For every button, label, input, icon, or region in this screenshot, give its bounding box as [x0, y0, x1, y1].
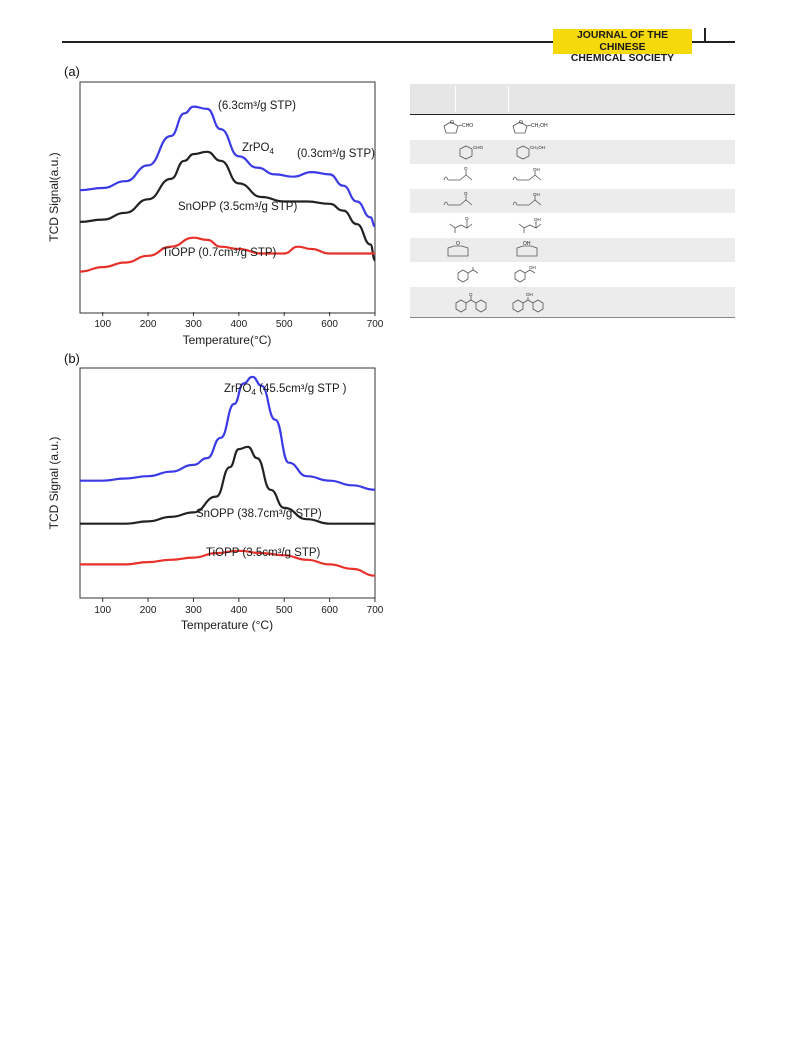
table-row	[410, 262, 735, 287]
x-tick-label: 600	[321, 605, 338, 616]
x-tick-label: 500	[275, 605, 293, 616]
annotation-zr: ZrPO$_4$ (45.5cm³/g STP )	[224, 383, 347, 397]
tcd-chart-a	[40, 80, 385, 350]
annotation-zr-name: ZrPO$_4$	[242, 142, 274, 156]
svg-text:OH: OH	[526, 291, 533, 297]
benzophenone-structure-icon	[452, 289, 497, 317]
benzhydrol-structure-icon	[509, 289, 554, 317]
series-lines	[80, 377, 375, 576]
svg-text:OH: OH	[533, 191, 540, 197]
x-axis-label: Temperature(°C)	[182, 333, 272, 347]
ketone-chain-structure-icon	[440, 166, 492, 188]
benzaldehyde-structure-icon	[452, 142, 492, 164]
x-tick-label: 100	[94, 319, 112, 330]
header-tick	[704, 28, 706, 41]
table-row	[410, 213, 735, 238]
table-header	[410, 84, 735, 115]
substrate-product-table	[410, 84, 735, 318]
x-tick-label: 100	[94, 605, 112, 616]
journal-name-line2: CHEMICAL SOCIETY	[570, 53, 675, 64]
x-axis-ticks	[94, 312, 383, 330]
table-row	[410, 115, 735, 140]
svg-text:O: O	[464, 166, 468, 171]
branched-alcohol-structure-icon	[515, 215, 560, 237]
journal-name-badge	[553, 29, 692, 64]
benzyl-alcohol-structure-icon	[509, 142, 554, 164]
x-tick-label: 300	[185, 605, 202, 616]
secondary-alcohol-chain-structure-icon	[509, 166, 561, 188]
table-row	[410, 189, 735, 214]
table-row	[410, 140, 735, 165]
x-tick-label: 700	[366, 605, 384, 616]
svg-text:CH₂OH: CH₂OH	[531, 123, 548, 129]
x-tick-label: 400	[230, 319, 248, 330]
x-tick-label: 600	[321, 319, 338, 330]
svg-text:CH₂OH: CH₂OH	[530, 144, 545, 150]
svg-text:O: O	[469, 291, 473, 297]
x-tick-label: 400	[230, 605, 248, 616]
furfural-structure-icon	[440, 117, 492, 139]
panel-label-b: (b)	[64, 351, 80, 366]
tcd-chart-b	[40, 366, 385, 638]
x-tick-label: 300	[185, 319, 202, 330]
y-axis-label: TCD Signal (a.u.)	[47, 436, 61, 530]
annotation-zr-right: (0.3cm³/g STP)	[297, 148, 375, 160]
svg-text:OH: OH	[523, 240, 531, 247]
svg-text:O: O	[465, 216, 469, 221]
svg-text:O: O	[450, 120, 454, 126]
annotation-ti: TiOPP (3.5cm³/g STP)	[206, 547, 321, 559]
svg-text:O: O	[456, 240, 460, 247]
svg-text:CHO: CHO	[462, 123, 474, 129]
svg-text:CHO: CHO	[473, 144, 483, 150]
phenylethanol-structure-icon	[509, 264, 549, 286]
x-tick-label: 200	[139, 605, 157, 616]
table-row	[410, 287, 735, 317]
svg-text:OH: OH	[533, 167, 540, 172]
svg-text:OH: OH	[529, 265, 536, 270]
svg-text:O: O	[519, 120, 523, 126]
x-axis-label: Temperature (°C)	[180, 618, 274, 632]
furfuryl-alcohol-structure-icon	[509, 117, 561, 139]
annotation-zr-top: (6.3cm³/g STP)	[218, 100, 296, 112]
branched-ketone-structure-icon	[446, 215, 491, 237]
secondary-alcohol-chain-structure-icon	[509, 191, 561, 213]
annotation-sn: SnOPP (38.7cm³/g STP)	[196, 508, 322, 520]
x-tick-label: 500	[275, 319, 293, 330]
table-bottom-rule	[410, 317, 735, 318]
annotation-ti: TiOPP (0.7cm³/g STP)	[162, 247, 277, 259]
annotation-sn: SnOPP (3.5cm³/g STP)	[178, 201, 298, 213]
ketone-chain-structure-icon	[440, 191, 492, 213]
table-row	[410, 164, 735, 189]
acetophenone-structure-icon	[452, 264, 492, 286]
x-tick-label: 700	[366, 319, 384, 330]
x-axis-ticks	[94, 598, 383, 616]
svg-text:O: O	[464, 190, 468, 196]
table-row	[410, 238, 735, 263]
panel-label-a: (a)	[64, 64, 80, 79]
cyclohexanol-structure-icon	[509, 240, 554, 262]
journal-name-line1: JOURNAL OF THE CHINESE	[576, 30, 669, 53]
x-tick-label: 200	[139, 319, 157, 330]
y-axis-label: TCD Signal(a.u.)	[47, 152, 61, 242]
cyclohexanone-structure-icon	[440, 240, 485, 262]
plot-frame	[80, 82, 375, 313]
svg-text:OH: OH	[534, 217, 541, 222]
